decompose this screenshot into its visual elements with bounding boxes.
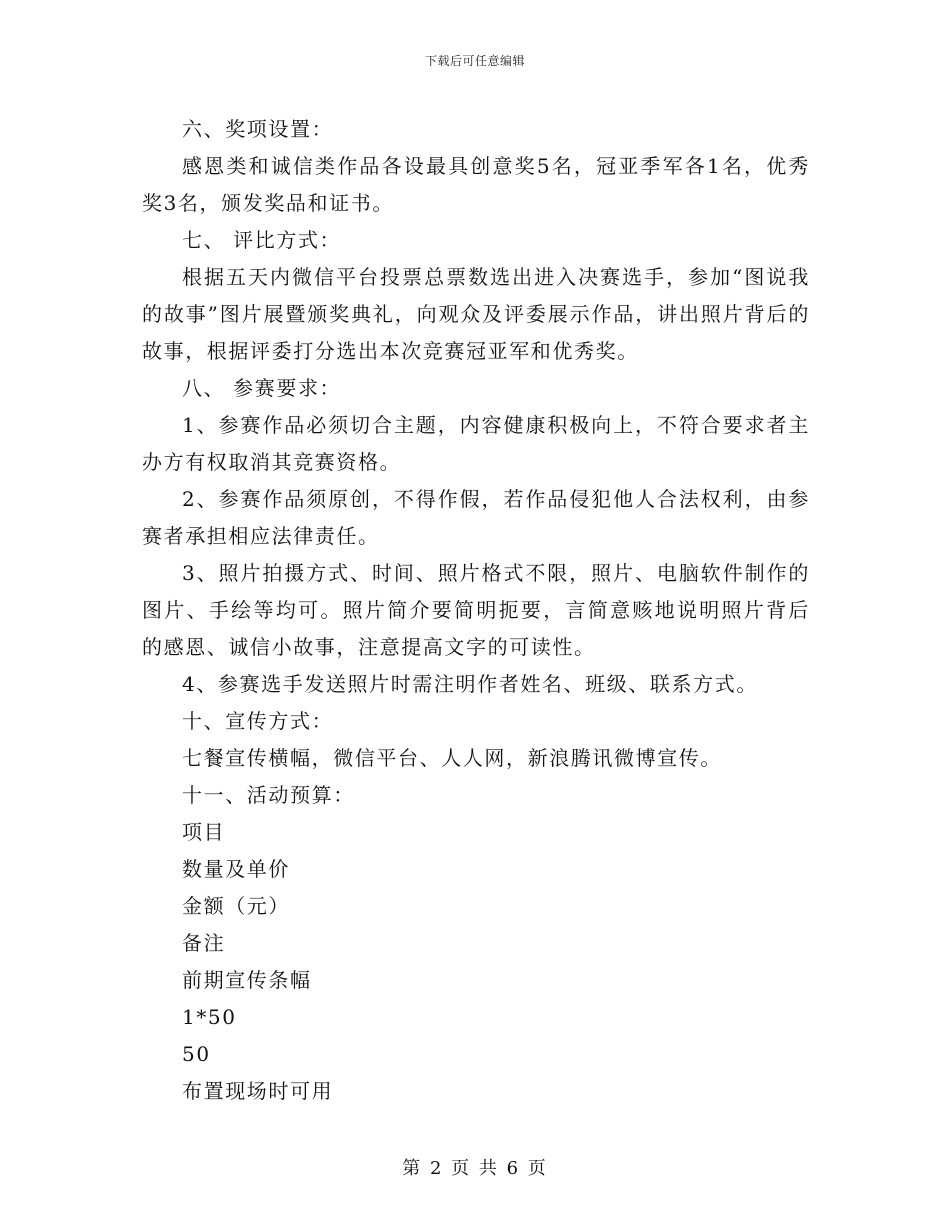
budget-line: 布置现场时可用 [182,1079,334,1103]
budget-line: 备注 [182,931,226,955]
requirement-item-1: 1、参赛作品必须切合主题，内容健康积极向上，不符合要求者主办方有权取消其竞赛资格。 [142,413,810,474]
paragraph-promotion: 七餐宣传横幅，微信平台、人人网，新浪腾讯微博宣传。 [182,746,722,770]
budget-line: 1*50 [182,1005,237,1029]
section-heading-awards: 六、奖项设置： [182,117,334,141]
requirement-item-4: 4、参赛选手发送照片时需注明作者姓名、班级、联系方式。 [182,672,758,696]
budget-line: 项目 [182,820,226,844]
section-heading-requirements: 八、 参赛要求： [182,376,342,400]
document-body [142,111,810,1110]
budget-line: 金额（元） [182,894,290,918]
page-header: 下载后可任意编辑 [424,54,525,68]
paragraph-evaluation: 根据五天内微信平台投票总票数选出进入决赛选手，参加“图说我的故事”图片展暨颁奖典礼，向观众及评委展示作品，讲出照片背后的故事，根据评委打分选出本次竞赛冠亚军和优秀奖。 [142,265,810,363]
page-footer: 第 2 页 共 6 页 [402,1158,548,1179]
budget-line: 前期宣传条幅 [182,968,312,992]
section-heading-budget: 十一、活动预算： [182,783,355,807]
budget-line: 50 [182,1042,211,1066]
section-heading-promotion: 十、宣传方式： [182,709,334,733]
paragraph-awards: 感恩类和诚信类作品各设最具创意奖5名，冠亚季军各1名，优秀奖3名，颁发奖品和证书。 [142,154,810,215]
requirement-item-3: 3、照片拍摄方式、时间、照片格式不限，照片、电脑软件制作的图片、手绘等均可。照片简介要简明扼要，言简意赅地说明照片背后的感恩、诚信小故事，注意提高文字的可读性。 [142,561,810,659]
section-heading-evaluation: 七、 评比方式： [182,228,342,252]
requirement-item-2: 2、参赛作品须原创，不得作假，若作品侵犯他人合法权利，由参赛者承担相应法律责任。 [142,487,810,548]
budget-line: 数量及单价 [182,857,290,881]
